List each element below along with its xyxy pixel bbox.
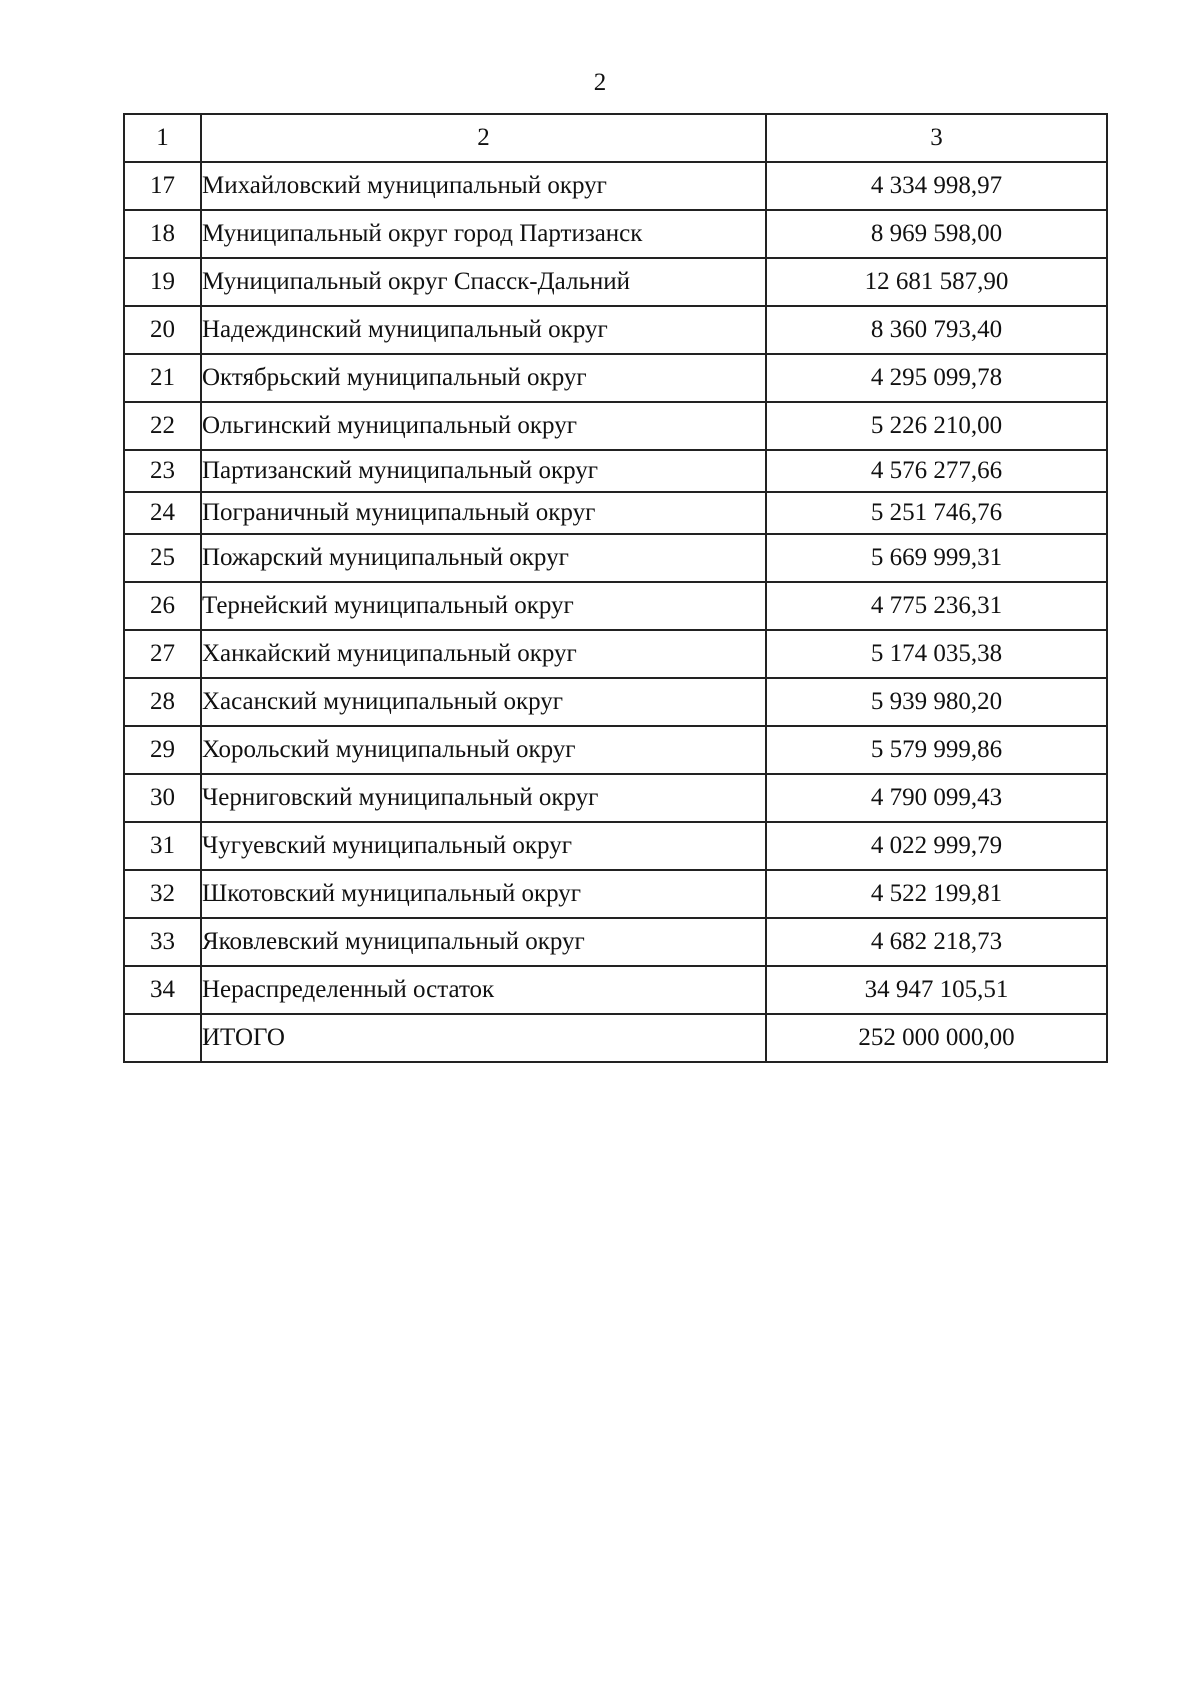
total-label: ИТОГО xyxy=(201,1014,766,1062)
row-number: 30 xyxy=(124,774,201,822)
table-row xyxy=(124,678,1107,726)
municipality-name: Яковлевский муниципальный округ xyxy=(201,918,766,966)
amount-value: 8 969 598,00 xyxy=(766,210,1107,258)
row-number: 33 xyxy=(124,918,201,966)
row-number: 23 xyxy=(124,450,201,492)
amount-value: 12 681 587,90 xyxy=(766,258,1107,306)
municipality-name: Муниципальный округ Спасск-Дальний xyxy=(201,258,766,306)
header-col-2: 2 xyxy=(201,114,766,162)
table-row xyxy=(124,450,1107,492)
municipality-name: Ольгинский муниципальный округ xyxy=(201,402,766,450)
table-row xyxy=(124,870,1107,918)
municipality-name: Шкотовский муниципальный округ xyxy=(201,870,766,918)
amount-value: 5 251 746,76 xyxy=(766,492,1107,534)
table-header-row xyxy=(124,114,1107,162)
table-row xyxy=(124,966,1107,1014)
row-number: 26 xyxy=(124,582,201,630)
header-col-3: 3 xyxy=(766,114,1107,162)
table-row xyxy=(124,630,1107,678)
page-number: 2 xyxy=(593,69,607,96)
amount-value: 4 295 099,78 xyxy=(766,354,1107,402)
table-row xyxy=(124,822,1107,870)
table-row xyxy=(124,354,1107,402)
row-number: 20 xyxy=(124,306,201,354)
table-row xyxy=(124,726,1107,774)
municipality-name: Партизанский муниципальный округ xyxy=(201,450,766,492)
row-number: 31 xyxy=(124,822,201,870)
table-row xyxy=(124,306,1107,354)
table-row xyxy=(124,162,1107,210)
municipality-name: Пограничный муниципальный округ xyxy=(201,492,766,534)
header-col-1: 1 xyxy=(124,114,201,162)
row-number: 34 xyxy=(124,966,201,1014)
total-row xyxy=(124,1014,1107,1062)
total-amount: 252 000 000,00 xyxy=(766,1014,1107,1062)
amount-value: 5 226 210,00 xyxy=(766,402,1107,450)
municipality-name: Муниципальный округ город Партизанск xyxy=(201,210,766,258)
amount-value: 8 360 793,40 xyxy=(766,306,1107,354)
amount-value: 5 174 035,38 xyxy=(766,630,1107,678)
municipality-name: Михайловский муниципальный округ xyxy=(201,162,766,210)
row-number: 21 xyxy=(124,354,201,402)
municipality-name: Октябрьский муниципальный округ xyxy=(201,354,766,402)
row-number: 19 xyxy=(124,258,201,306)
amount-value: 4 576 277,66 xyxy=(766,450,1107,492)
total-row-number xyxy=(124,1014,201,1062)
row-number: 29 xyxy=(124,726,201,774)
row-number: 17 xyxy=(124,162,201,210)
row-number: 24 xyxy=(124,492,201,534)
amount-value: 4 522 199,81 xyxy=(766,870,1107,918)
row-number: 27 xyxy=(124,630,201,678)
allocation-table xyxy=(123,113,1108,1063)
municipality-name: Нераспределенный остаток xyxy=(201,966,766,1014)
municipality-name: Хорольский муниципальный округ xyxy=(201,726,766,774)
amount-value: 4 682 218,73 xyxy=(766,918,1107,966)
amount-value: 4 334 998,97 xyxy=(766,162,1107,210)
amount-value: 4 022 999,79 xyxy=(766,822,1107,870)
row-number: 18 xyxy=(124,210,201,258)
row-number: 25 xyxy=(124,534,201,582)
municipality-name: Пожарский муниципальный округ xyxy=(201,534,766,582)
table-row xyxy=(124,774,1107,822)
table-row xyxy=(124,402,1107,450)
municipality-name: Хасанский муниципальный округ xyxy=(201,678,766,726)
table-row xyxy=(124,918,1107,966)
municipality-name: Чугуевский муниципальный округ xyxy=(201,822,766,870)
municipality-name: Надеждинский муниципальный округ xyxy=(201,306,766,354)
row-number: 32 xyxy=(124,870,201,918)
amount-value: 4 790 099,43 xyxy=(766,774,1107,822)
amount-value: 34 947 105,51 xyxy=(766,966,1107,1014)
table-row xyxy=(124,492,1107,534)
municipality-name: Ханкайский муниципальный округ xyxy=(201,630,766,678)
amount-value: 5 669 999,31 xyxy=(766,534,1107,582)
table-row xyxy=(124,534,1107,582)
amount-value: 5 939 980,20 xyxy=(766,678,1107,726)
row-number: 22 xyxy=(124,402,201,450)
table-row xyxy=(124,258,1107,306)
row-number: 28 xyxy=(124,678,201,726)
table-row xyxy=(124,210,1107,258)
table-row xyxy=(124,582,1107,630)
municipality-name: Черниговский муниципальный округ xyxy=(201,774,766,822)
amount-value: 5 579 999,86 xyxy=(766,726,1107,774)
amount-value: 4 775 236,31 xyxy=(766,582,1107,630)
municipality-name: Тернейский муниципальный округ xyxy=(201,582,766,630)
